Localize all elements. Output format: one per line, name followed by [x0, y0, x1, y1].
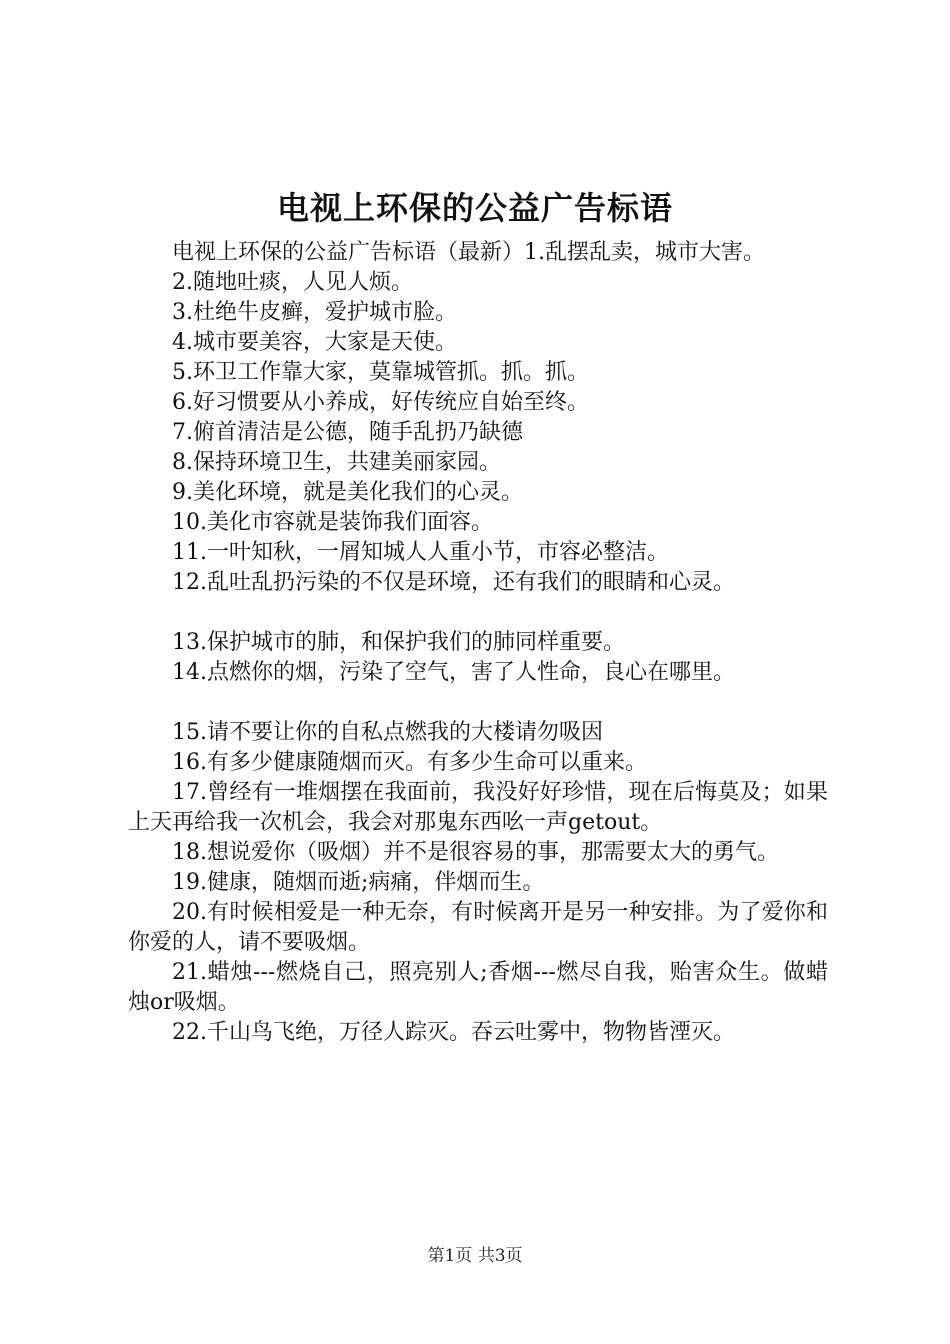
slogan-7: 7.俯首清洁是公德，随手乱扔乃缺德	[172, 420, 523, 445]
slogan-10: 10.美化市容就是装饰我们面容。	[172, 510, 493, 535]
slogan-8: 8.保持环境卫生，共建美丽家园。	[172, 450, 501, 475]
slogan-14: 14.点燃你的烟，污染了空气，害了人性命，良心在哪里。	[172, 660, 735, 685]
slogan-2: 2.随地吐痰，人见人烦。	[172, 270, 413, 295]
slogan-6: 6.好习惯要从小养成，好传统应自始至终。	[172, 390, 589, 415]
paragraph-intro: 电视上环保的公益广告标语（最新）1.乱摆乱卖，城市大害。	[172, 240, 765, 265]
page-number-footer: 第1页 共3页	[427, 1246, 523, 1266]
document-title: 电视上环保的公益广告标语	[276, 189, 673, 227]
slogan-20: 20.有时候相爱是一种无奈，有时候离开是另一种安排。为了爱你和你爱的人，请不要吸烟。	[128, 900, 828, 955]
slogan-12: 12.乱吐乱扔污染的不仅是环境，还有我们的眼睛和心灵。	[172, 570, 735, 595]
slogan-15: 15.请不要让你的自私点燃我的大楼请勿吸因	[172, 720, 603, 745]
slogan-22: 22.千山鸟飞绝，万径人踪灭。吞云吐雾中，物物皆湮灭。	[172, 1020, 735, 1045]
slogan-17: 17.曾经有一堆烟摆在我面前，我没好好珍惜，现在后悔莫及；如果上天再给我一次机会，我会对那鬼东西吆一声getout。	[128, 780, 828, 835]
slogan-3: 3.杜绝牛皮癣，爱护城市脸。	[172, 300, 457, 325]
slogan-18: 18.想说爱你（吸烟）并不是很容易的事，那需要太大的勇气。	[172, 840, 779, 865]
slogan-21: 21.蜡烛---燃烧自己，照亮别人;香烟---燃尽自我，贻害众生。做蜡烛or吸烟。	[128, 960, 828, 1015]
slogan-16: 16.有多少健康随烟而灭。有多少生命可以重来。	[172, 750, 647, 775]
slogan-5: 5.环卫工作靠大家，莫靠城管抓。抓。抓。	[172, 360, 589, 385]
slogan-19: 19.健康，随烟而逝;病痛，伴烟而生。	[172, 870, 545, 895]
slogan-13: 13.保护城市的肺，和保护我们的肺同样重要。	[172, 630, 625, 655]
slogan-11: 11.一叶知秋，一屑知城人人重小节，市容必整洁。	[172, 540, 669, 565]
slogan-9: 9.美化环境，就是美化我们的心灵。	[172, 480, 523, 505]
document-body	[128, 238, 828, 1048]
slogan-4: 4.城市要美容，大家是天使。	[172, 330, 457, 355]
